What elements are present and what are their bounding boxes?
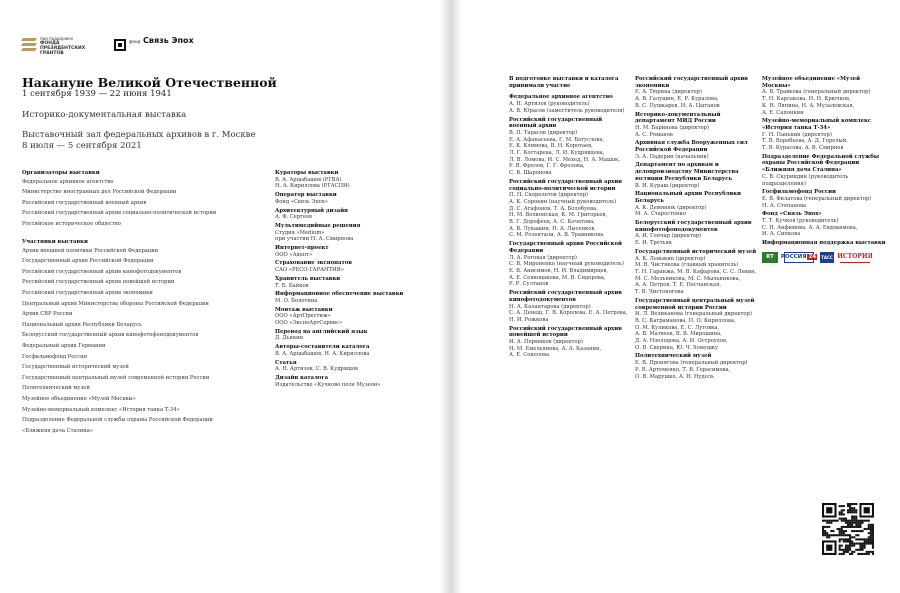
- block-heading: Госфильмофонд России: [762, 189, 836, 196]
- block-item: А. К. Сорокин (научный руководитель): [509, 198, 617, 205]
- venue-dates: 8 июля — 5 сентября 2021: [22, 141, 142, 151]
- credit-block: [762, 240, 888, 247]
- block-heading: Российский государственный архив кинофотодокументов: [509, 290, 622, 303]
- block-item: А. К. Левыкин (директор): [635, 255, 706, 262]
- block-heading: Авторы-составители каталога: [275, 344, 370, 351]
- block-item: Фонд «Связь Эпох»: [275, 198, 329, 205]
- block-item: Н. М. Баринова (директор): [635, 124, 710, 131]
- credit-block: [635, 140, 759, 160]
- block-heading: Департамент по архивам и делопроизводству Министерства юстиции Республики Беларусь: [635, 162, 739, 182]
- credit-block: [275, 360, 435, 373]
- credit-block: [509, 117, 631, 177]
- credit-block: [762, 154, 888, 188]
- block-heading: Мультимедийные решения: [275, 222, 361, 229]
- pfg-line3: ГРАНТОВ: [40, 51, 64, 56]
- block-item: Е. И. Третьяк: [635, 240, 672, 247]
- block-item: Н. М. Волконская, К. М. Григорьев,: [509, 212, 608, 219]
- block-item: С. А. Денеш, Г. В. Королева, Е. А. Петрова,: [509, 310, 628, 317]
- block-item: С. В. Скуриндин (руководитель подразделения): [762, 173, 849, 187]
- credit-block: [635, 298, 759, 352]
- block-item: Э. А. Падерин (начальник): [635, 153, 709, 160]
- block-heading: Российский государственный архив экономики: [635, 76, 748, 89]
- credit-block: [635, 353, 759, 380]
- svyaz-name: Связь Эпох: [143, 36, 194, 45]
- block-item: В. Г. Дорофеев, А. С. Кочетова,: [509, 219, 595, 226]
- list-item: Российский государственный архив кинофотодокументов: [22, 268, 182, 275]
- block-item: И. А. Сипкова: [762, 231, 801, 238]
- credit-block: [762, 211, 888, 238]
- credit-block: [635, 249, 759, 296]
- block-item: Т. В. Курасова, А. В. Смирнов: [762, 145, 844, 152]
- block-item: Н. А. Степанова: [762, 202, 807, 209]
- venue-line: Выставочный зал федеральных архивов в г. Москве: [22, 130, 256, 140]
- block-item: Т. Б. Байков: [275, 282, 309, 289]
- credit-block: [275, 375, 435, 388]
- svyaz-small: фонд: [129, 39, 141, 44]
- block-heading: Историко-документальный департамент МИД России: [635, 111, 721, 125]
- block-heading: Архитектурный дизайн: [275, 207, 348, 214]
- block-heading: Музейное объединение «Музей Москвы»: [762, 76, 861, 89]
- block-item: Т. Н. Карсакова, Н. Н. Крючков,: [762, 96, 851, 103]
- block-heading: Статья: [275, 359, 297, 366]
- block-item: А. В. Галушин, Е. Р. Куралова,: [635, 96, 719, 103]
- list-item: Национальный архив Республики Беларусь: [22, 321, 142, 328]
- credit-block: [762, 189, 888, 209]
- block-item: ООО «АртПрестиж»: [275, 313, 331, 320]
- participants-block: [22, 239, 272, 436]
- block-heading: Государственный центральный музей современной истории России: [635, 297, 755, 311]
- block-item: А. К. Демянюк (директор): [635, 204, 707, 211]
- block-heading: Российский государственный архив новейшей истории: [509, 325, 622, 339]
- credit-block: [635, 220, 759, 247]
- block-item: В. А. Арцыбашев, Н. А. Кириллова: [275, 350, 370, 357]
- block-item: ООО «ЭкспоАртСервис»: [275, 320, 343, 327]
- list-item: Министерство иностранных дел Российской Федерации: [22, 189, 177, 196]
- block-heading: Федеральное архивное агентство: [509, 94, 613, 101]
- list-item: Политехнический музей: [22, 385, 90, 392]
- block-heading: Информационное обеспечение выставки: [275, 291, 404, 298]
- block-item: М. А. Старостенко: [635, 211, 686, 218]
- credit-block: [275, 170, 435, 190]
- block-item: Р. Р. Султанов: [509, 281, 549, 288]
- block-item: Л. Г. Костарева, Л. И. Кудрявцева,: [509, 150, 605, 157]
- credit-block: [635, 162, 759, 189]
- block-item: С. В. Шаронова: [509, 170, 552, 177]
- block-item: Л. А. Роговая (директор): [509, 254, 577, 261]
- block-item: Т. Т. Кучков (руководитель): [762, 218, 839, 225]
- credit-block: [509, 290, 631, 324]
- credit-block: [509, 241, 631, 288]
- credit-block: [509, 179, 631, 239]
- block-heading: Белорусский государственный архив кинофотофонодокументов: [635, 220, 752, 233]
- exhibition-title: Накануне Великой Отечественной: [22, 75, 277, 90]
- pfg-line1: ФОНДА: [40, 41, 60, 46]
- list-item: Музейно-мемориальный комплекс «История танка Т-34»: [22, 406, 180, 413]
- block-item: Е. А. Афанасьева, Г. М. Богуслова,: [509, 136, 605, 143]
- block-heading: Интернет-проект: [275, 245, 329, 252]
- block-item: А. С. Романов: [635, 131, 673, 138]
- block-item: О. М. Куликова, Е. С. Луговка,: [635, 324, 720, 331]
- block-item: О. В. Марушко, А. Н. Нудель: [635, 373, 714, 380]
- block-heading: Национальный архив Республики Беларусь: [635, 191, 741, 204]
- list-item: Государственный центральный музей современной истории России: [22, 374, 210, 381]
- list-item: Архив СВР России: [22, 311, 73, 318]
- block-item: Г. Н. Панькин (директор): [762, 131, 832, 138]
- block-heading: Страхование экспонатов: [275, 260, 352, 267]
- block-item: Е. К. Климова, В. Н. Коротаев,: [509, 143, 593, 150]
- catalog-team-col3: [762, 76, 888, 249]
- organizers-block: [22, 170, 272, 230]
- block-heading: Подразделение Федеральной службы охраны Российской Федерации «Ближняя дача Сталина»: [762, 153, 880, 174]
- block-heading: Информационная поддержка выставки: [762, 240, 886, 247]
- list-item: Российский государственный архив социально-политической истории: [22, 210, 217, 217]
- credit-block: [275, 329, 435, 342]
- block-item: М. В. Чистякова (главный хранитель): [635, 262, 739, 269]
- block-item: Н. И. Рожкова: [509, 316, 549, 323]
- russia24-logo: РОССИЯ 24: [784, 252, 814, 263]
- block-item: Студия «Medium»: [275, 229, 325, 236]
- book-gutter: [440, 0, 462, 593]
- list-item: «Ближняя дача Сталина»: [22, 427, 94, 434]
- list-item: Российское историческое общество: [22, 221, 121, 228]
- block-item: С. В. Мироненко (научный руководитель): [509, 261, 624, 268]
- block-item: ООО «Адепт»: [275, 251, 313, 258]
- block-item: Т. В. Воробьева, А. Д. Горелый,: [762, 138, 848, 145]
- catalog-team-col2: [635, 76, 759, 382]
- credit-block: [762, 118, 888, 152]
- block-item: А. В. Травкова (генеральный директор): [762, 89, 871, 96]
- left-page: [0, 0, 445, 593]
- block-item: А. Н. Артизов (руководитель): [509, 101, 590, 108]
- block-item: В. С. Пушкарев, И. А. Цыганов: [635, 102, 720, 109]
- block-item: А. Е. Соколова: [509, 352, 550, 359]
- credit-block: [635, 191, 759, 218]
- list-item: Центральный архив Министерства обороны Российской Федерации: [22, 300, 209, 307]
- block-item: В. С. Каграманова, П. О. Кириллова,: [635, 317, 736, 324]
- block-heading: Музейно-мемориальный комплекс «История танка Т-34»: [762, 118, 871, 131]
- block-item: С. М. Розентали, А. В. Травникова: [509, 232, 604, 239]
- participants-list: [22, 246, 272, 437]
- block-item: А. И. Гончар (директор): [635, 233, 702, 240]
- block-item: К. Н. Ляпина, Н. А. Музалевская,: [762, 102, 855, 109]
- block-item: Е. В. Пронягова (генеральный директор): [635, 360, 748, 367]
- block-heading: Фонд «Связь Эпох»: [762, 211, 822, 218]
- block-item: А. А. Петров, Т. Е. Песчанская,: [635, 282, 722, 289]
- block-item: И. А. Пермяков (директор): [509, 339, 583, 346]
- exhibition-period: 1 сентября 1939 — 22 июня 1941: [22, 89, 172, 99]
- block-item: М. О. Болотина: [275, 297, 318, 304]
- exhibition-venue: [22, 130, 256, 152]
- block-item: Т. Н. Гаранжа, М. В. Кафарова, С. С. Левин,: [635, 268, 757, 275]
- catalog-team-col1: [509, 76, 631, 361]
- block-item: А. Е. Сенющакова, М. В. Сидорова,: [509, 274, 606, 281]
- credit-block: [635, 112, 759, 139]
- presidential-grants-logo: [22, 36, 92, 58]
- block-heading: Политехнический музей: [635, 353, 712, 360]
- block-heading: Монтаж выставки: [275, 306, 333, 313]
- block-heading: Архивная служба Вооруженных сил Российской Федерации: [635, 140, 748, 154]
- exhibition-subtitle: Историко-документальная выставка: [22, 110, 187, 120]
- block-item: САО «РЕСО-ГАРАНТИЯ»: [275, 267, 344, 274]
- list-item: Государственный исторический музей: [22, 364, 129, 371]
- rt-logo: RT: [762, 252, 778, 263]
- history-channel-logo: ИСТОРИЯ: [840, 252, 870, 263]
- block-item: Н. А. Калантарова (директор): [509, 303, 591, 310]
- list-item: Госфильмофонд России: [22, 353, 88, 360]
- media-partners: [762, 251, 873, 263]
- block-item: П. П. Скоролетов (директор): [509, 192, 588, 199]
- list-item: Российский государственный военный архив: [22, 199, 147, 206]
- credit-block: [275, 260, 435, 273]
- block-heading: Дизайн каталога: [275, 374, 329, 381]
- block-item: О. В. Сверина, Ю. Ч. Хомушку: [635, 344, 719, 351]
- credit-block: [275, 208, 435, 221]
- qr-code-icon[interactable]: [822, 503, 874, 555]
- block-item: Е. А. Тюрина (директор): [635, 89, 702, 96]
- credit-block: [275, 344, 435, 357]
- block-heading: Российский государственный архив социально-политической истории: [509, 178, 622, 192]
- block-heading: Государственный архив Российской Федерации: [509, 241, 622, 254]
- list-item: Российский государственный архив новейшей истории: [22, 279, 175, 286]
- block-item: при участии Н. А. Смирнова: [275, 236, 354, 243]
- credit-block: [635, 76, 759, 110]
- block-item: А. Н. Артизов, С. В. Кудряшов: [275, 366, 358, 373]
- block-item: Л. В. Ломова, И. С. Мехед, Н. А. Машок,: [509, 156, 620, 163]
- credit-block: [275, 291, 435, 304]
- list-item: Государственный архив Российской Федерации: [22, 258, 154, 265]
- organizers-list: [22, 177, 272, 230]
- svyaz-epoh-mark-icon: [114, 39, 126, 51]
- pfg-line2: ПРЕЗИДЕНТСКИХ: [40, 46, 86, 51]
- list-item: Российский государственный архив экономики: [22, 290, 153, 297]
- block-item: Е. В. Анисимов, Н. И. Владимирцев,: [509, 267, 609, 274]
- credit-block: [275, 223, 435, 243]
- block-item: Е. В. Филатова (генеральный директор): [762, 195, 872, 202]
- block-heading: Кураторы выставки: [275, 170, 339, 176]
- block-item: М. С. Мельникова, М. С. Мыльникова,: [635, 275, 741, 282]
- block-item: А. В. Матвеев, В. В. Мирошина,: [635, 331, 722, 338]
- catalog-team-intro: В подготовке выставки и каталога принимали участие: [509, 76, 619, 89]
- credit-block: [275, 192, 435, 205]
- list-item: Федеральное архивное агентство: [22, 178, 114, 185]
- organizers-heading: Организаторы выставки: [22, 170, 100, 176]
- block-item: В. П. Тарасов (директор): [509, 129, 578, 136]
- block-item: Р. В. Фролов, Г. Г. Фролова,: [509, 163, 585, 170]
- presidential-grants-mark-icon: [22, 38, 36, 52]
- block-heading: Хранитель выставки: [275, 275, 341, 282]
- participants-heading: Участники выставки: [22, 239, 88, 245]
- block-item: И. Л. Великанова (генеральный директор): [635, 311, 752, 318]
- credit-block: [275, 276, 435, 289]
- block-item: Н. А. Кириллова (РГАСПИ): [275, 183, 350, 190]
- list-item: Музейное объединение «Музей Москвы»: [22, 396, 136, 403]
- block-item: Издательство «Кучково поле Музеон»: [275, 381, 381, 388]
- catalog-team-col1-list: [509, 94, 631, 359]
- block-item: В. А. Арцыбашев (РГВА): [275, 176, 342, 183]
- block-item: Д. А. Нэолодова, А. И. Остроухов,: [635, 338, 728, 345]
- list-item: Архив внешней политики Российской Федерации: [22, 247, 159, 254]
- credit-block: [762, 76, 888, 116]
- credits-column: [275, 170, 435, 390]
- credit-block: [275, 245, 435, 258]
- block-item: С. Н. Анфимова, А. А. Евдокимова,: [762, 224, 858, 231]
- block-heading: Перевод на английский язык: [275, 328, 368, 335]
- block-item: Д. С. Агафонов, Т. А. Болобуева,: [509, 205, 598, 212]
- block-heading: Государственный исторический музей: [635, 248, 757, 255]
- block-item: Р. В. Артеменко, Т. В. Герасимова,: [635, 366, 731, 373]
- list-item: Федеральный архив Германии: [22, 343, 106, 350]
- block-item: А. В. Юрасов (заместитель руководителя): [509, 107, 625, 114]
- block-item: В. И. Кураш (директор): [635, 182, 700, 189]
- block-item: Д. Дьякин: [275, 335, 303, 342]
- credit-block: [509, 94, 631, 114]
- pfg-small: при поддержке: [40, 36, 74, 41]
- credit-block: [275, 307, 435, 327]
- credit-block: [509, 326, 631, 360]
- block-heading: Российский государственный военный архив: [509, 116, 603, 130]
- list-item: Подразделение Федеральной службы охраны Российской Федерации: [22, 417, 213, 424]
- list-item: Белорусский государственный архив кинофотофонодокументов: [22, 332, 199, 339]
- tass-logo: ТАСС: [820, 252, 834, 263]
- block-item: А. В. Лукашин, Н. А. Лысенков,: [509, 225, 596, 232]
- block-item: Н. М. Емельянова, А. А. Казанин,: [509, 345, 602, 352]
- block-item: А. Е. Сапонкин: [762, 109, 804, 116]
- block-heading: Оператор выставки: [275, 192, 337, 199]
- block-item: Т. В. Чистоногова: [635, 289, 684, 296]
- block-item: А. Ф. Сергеев: [275, 214, 312, 221]
